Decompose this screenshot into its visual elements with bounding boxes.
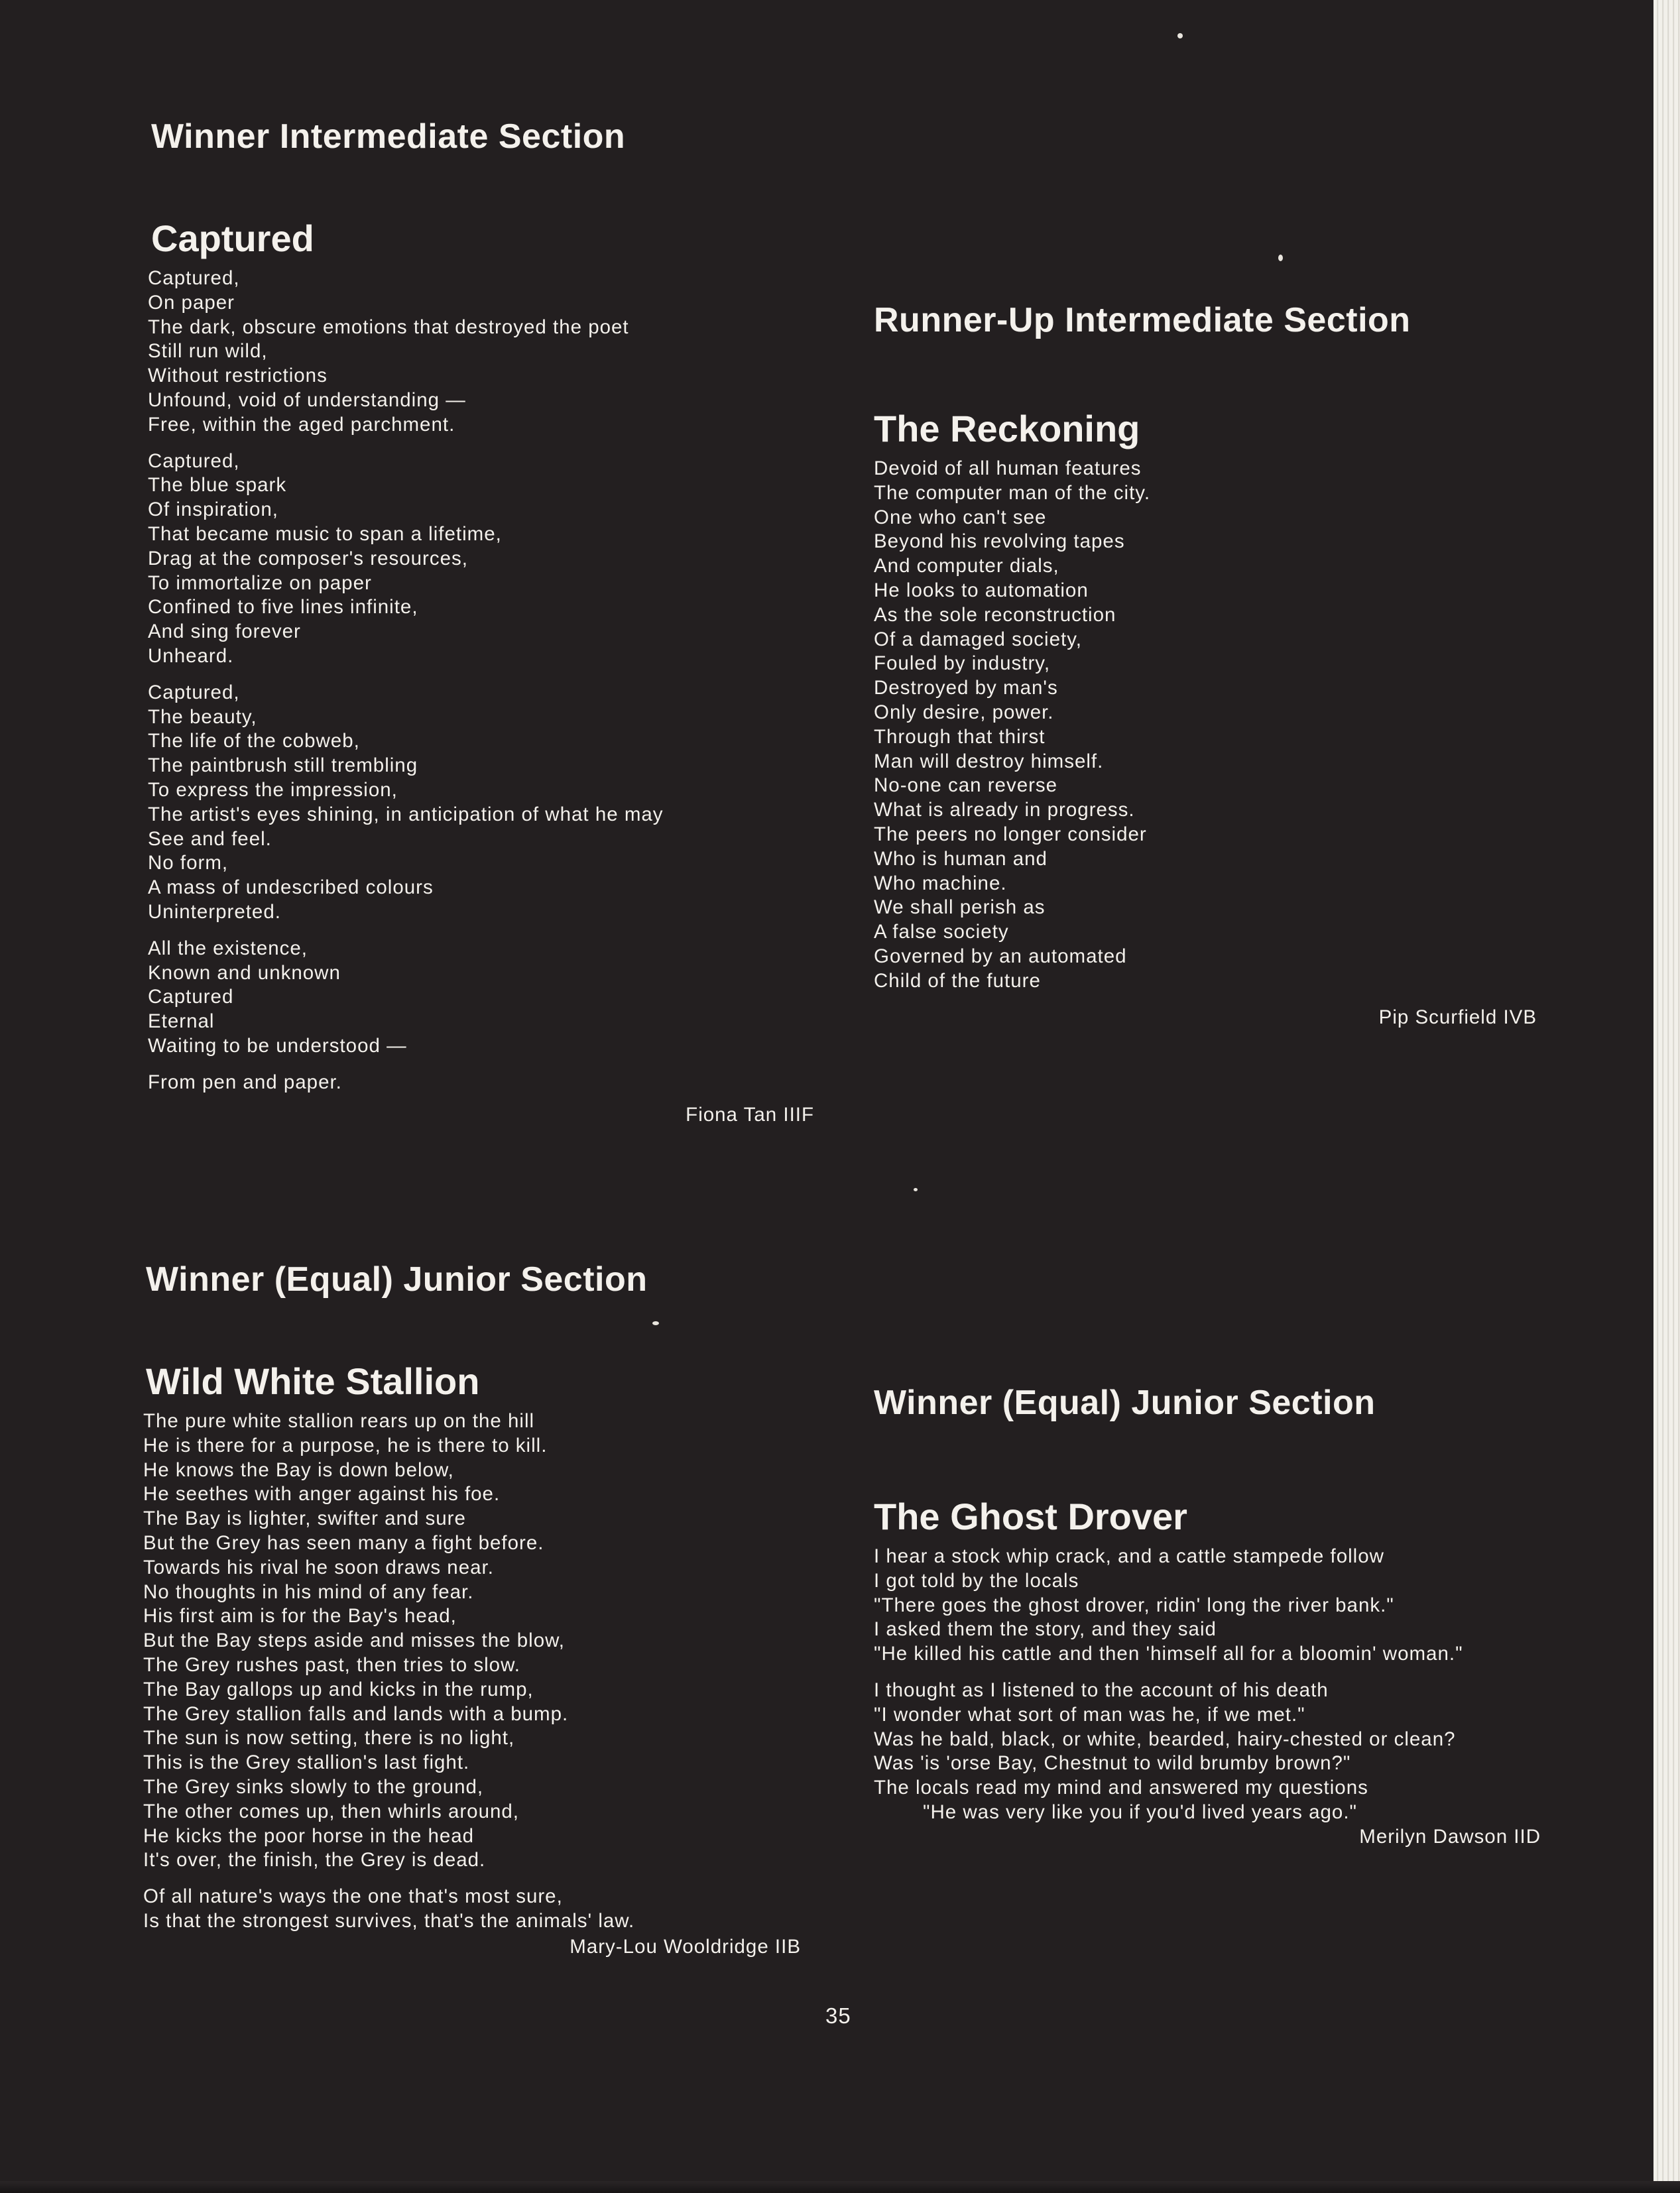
poem-line: Still run wild, [148,340,268,363]
author-credit: Mary-Lou Wooldridge IIB [570,1935,801,1958]
section-heading: Winner (Equal) Junior Section [874,1384,1376,1422]
page-edge [1653,0,1680,2193]
poem-title: Wild White Stallion [146,1360,480,1402]
poem-line: "There goes the ghost drover, ridin' long the river bank." [874,1594,1394,1616]
poem-line: Confined to five lines infinite, [148,596,418,619]
poem-line: He knows the Bay is down below, [143,1458,454,1481]
stanza [143,1885,806,1934]
poem-line: Drag at the composer's resources, [148,547,468,569]
poem-line: Fouled by industry, [874,652,1051,675]
poem-line: His first aim is for the Bay's head, [143,1605,457,1628]
poem-line: I hear a stock whip crack, and a cattle stampede follow [874,1545,1384,1567]
poem-line: Captured [148,986,234,1008]
dust-speck [1278,255,1283,261]
stanza [143,1409,806,1873]
entry-the-reckoning [874,303,1537,1030]
poem-line: Is that the strongest survives, that's the animals' law. [143,1909,635,1932]
poem-line: Man will destroy himself. [874,750,1104,772]
poem-line: No thoughts in his mind of any fear. [143,1580,474,1603]
section-heading: Winner Intermediate Section [151,117,626,156]
poem-line: Beyond his revolving tapes [874,530,1125,553]
poem-line: The dark, obscure emotions that destroyed the poet [148,316,629,338]
poem-line: To immortalize on paper [148,571,372,594]
poem-line: The Grey sinks slowly to the ground, [143,1775,484,1798]
poem-body [874,1545,1541,1849]
poem-line: Of inspiration, [148,499,278,521]
poem-line: One who can't see [874,506,1047,528]
poem-line: No form, [148,852,229,874]
poem-line: A false society [874,921,1009,943]
poem-line: See and feel. [148,827,272,850]
entry-the-ghost-drover [874,1384,1541,1849]
stanza [148,681,814,925]
poem-line: I got told by the locals [874,1569,1079,1592]
stanza [148,267,814,438]
poem-line: He is there for a purpose, he is there to kill. [143,1434,548,1456]
poem-line: Only desire, power. [874,701,1054,723]
poem-line: Was 'is 'orse Bay, Chestnut to wild brumby brown?" [874,1752,1351,1775]
poem-title: Captured [151,217,314,259]
poem-line: Captured, [148,681,240,703]
poem-line: The peers no longer consider [874,823,1147,845]
poem-line: All the existence, [148,937,308,959]
poem-line: From pen and paper. [148,1071,342,1093]
poem-line: The Grey stallion falls and lands with a bump. [143,1702,569,1725]
stanza [148,449,814,669]
poem-line: But the Bay steps aside and misses the blow, [143,1630,565,1652]
poem-line: He looks to automation [874,579,1089,601]
poem-line: The blue spark [148,474,287,497]
poem-line: The locals read my mind and answered my questions [874,1777,1368,1799]
poem-line: The Grey rushes past, then tries to slow. [143,1653,520,1676]
page-number: 35 [825,2003,851,2028]
poem-line: The paintbrush still trembling [148,754,418,777]
poem-line: Known and unknown [148,961,341,984]
poem-title: The Reckoning [874,408,1140,449]
dust-speck [914,1188,918,1191]
author-credit: Merilyn Dawson IID [1359,1825,1541,1848]
poem-line: I asked them the story, and they said [874,1618,1217,1641]
poem-line: Governed by an automated [874,945,1127,967]
poem-line: We shall perish as [874,896,1046,919]
poem-line: The life of the cobweb, [148,730,360,752]
stanza [874,1545,1537,1667]
poem-line: Child of the future [874,969,1041,992]
poem-line: The Bay is lighter, swifter and sure [143,1508,466,1530]
stanza [148,1071,814,1095]
poem-line: On paper [148,291,235,314]
poem-line: Unheard. [148,644,234,667]
poem-line: The pure white stallion rears up on the hill [143,1410,535,1432]
poem-line: The other comes up, then whirls around, [143,1800,520,1822]
poem-line: Through that thirst [874,725,1046,748]
page-bottom-edge [0,2181,1680,2193]
poem-line: Captured, [148,449,240,472]
poem-body [874,457,1537,1030]
poem-line: The computer man of the city. [874,481,1151,504]
poem-line: Was he bald, black, or white, bearded, hairy-chested or clean? [874,1728,1456,1750]
stanza [874,1679,1537,1825]
section-heading: Runner-Up Intermediate Section [874,301,1411,339]
author-credit: Fiona Tan IIIF [686,1103,814,1126]
poem-body [148,267,814,1127]
poem-line: A mass of undescribed colours [148,876,434,899]
poem-line: No-one can reverse [874,774,1058,797]
poem-line: Free, within the aged parchment. [148,413,455,436]
poem-line: That became music to span a lifetime, [148,522,502,545]
poem-line: Eternal [148,1010,215,1033]
dust-speck [652,1321,659,1325]
poem-line: The artist's eyes shining, in anticipation of what he may [148,803,664,825]
poem-line: "I wonder what sort of man was he, if we met." [874,1703,1305,1726]
poem-line: But the Grey has seen many a fight before. [143,1531,544,1554]
poem-line: Destroyed by man's [874,677,1058,699]
poem-line: Towards his rival he soon draws near. [143,1556,494,1578]
poem-line: The beauty, [148,705,257,728]
poem-line: And computer dials, [874,555,1059,577]
poem-line: He kicks the poor horse in the head [143,1824,475,1847]
poem-line: Who machine. [874,872,1007,894]
poem-line: This is the Grey stallion's last fight. [143,1751,470,1774]
poem-line: The sun is now setting, there is no light, [143,1727,515,1749]
poem-line: The Bay gallops up and kicks in the rump, [143,1678,534,1700]
dust-speck [1177,33,1183,38]
poem-line: I thought as I listened to the account of his death [874,1679,1329,1701]
poem-line: "He killed his cattle and then 'himself all for a bloomin' woman." [874,1643,1463,1665]
poem-line: Waiting to be understood — [148,1034,407,1057]
entry-wild-white-stallion [143,1260,806,1959]
poem-line: As the sole reconstruction [874,603,1116,626]
poem-line: Of a damaged society, [874,628,1082,650]
poem-line: It's over, the finish, the Grey is dead. [143,1849,486,1871]
poem-title: The Ghost Drover [874,1496,1187,1537]
poem-line: Uninterpreted. [148,900,281,923]
poem-line: He seethes with anger against his foe. [143,1483,501,1506]
stanza [874,457,1537,994]
poem-line: Of all nature's ways the one that's most sure, [143,1885,563,1908]
poem-line: Unfound, void of understanding — [148,388,466,411]
author-credit: Pip Scurfield IVB [1378,1006,1537,1028]
section-heading: Winner (Equal) Junior Section [146,1260,648,1299]
poem-line: What is already in progress. [874,799,1135,821]
poem-line: And sing forever [148,621,301,643]
poem-line: Devoid of all human features [874,457,1142,479]
poem-line: Who is human and [874,847,1048,870]
poem-line: "He was very like you if you'd lived years ago." [923,1801,1358,1823]
poem-line: To express the impression, [148,778,398,801]
poem-body [143,1409,806,1959]
poem-line: Without restrictions [148,365,328,387]
stanza [148,937,814,1059]
entry-captured [148,117,814,1127]
poem-line: Captured, [148,267,240,289]
